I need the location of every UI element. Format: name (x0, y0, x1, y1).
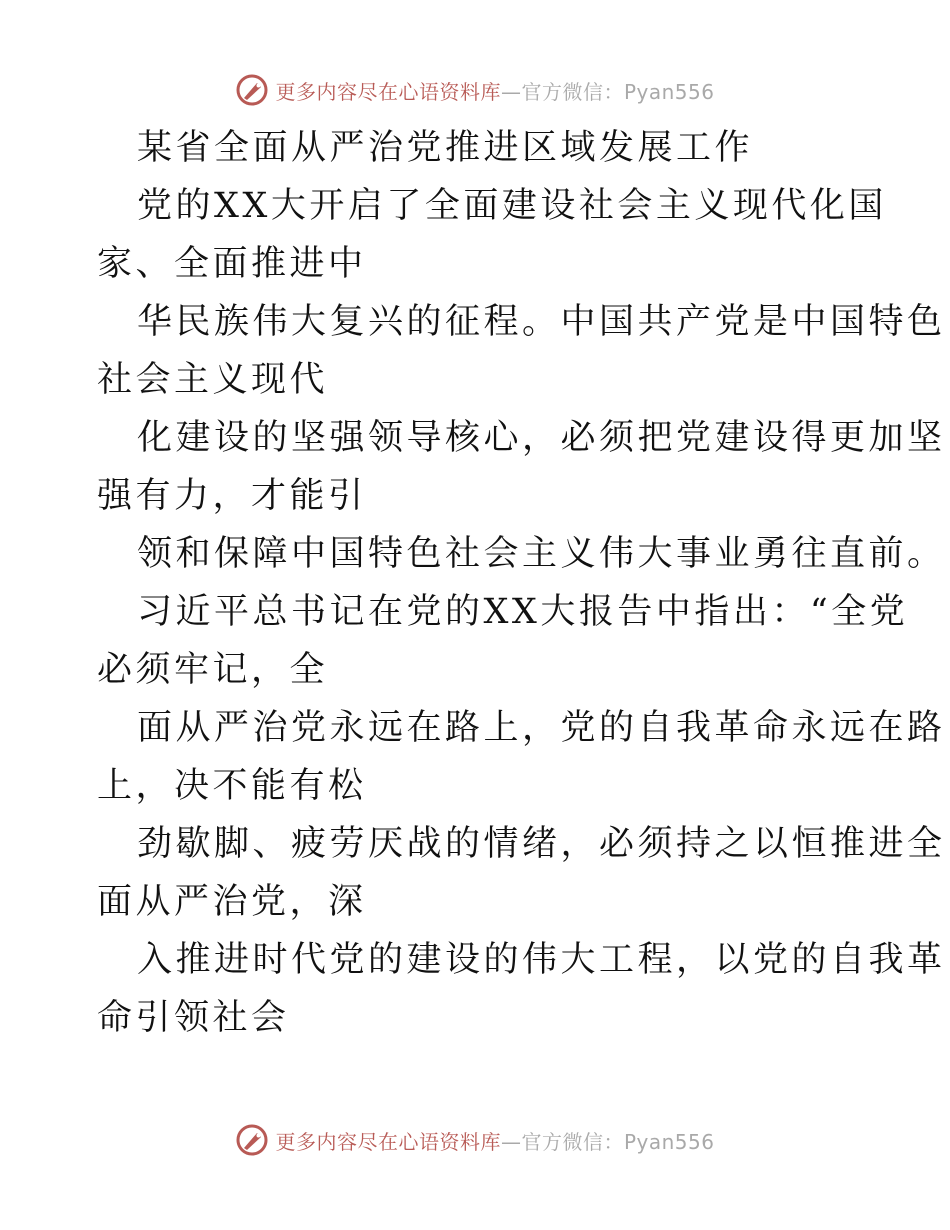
paragraph-line: 面从严治党，深 (97, 882, 367, 922)
footer-watermark (0, 1120, 950, 1160)
paragraph-line: 化建设的坚强领导核心，必须把党建设得更加坚 (137, 418, 946, 458)
paragraph-line: 社会主义现代 (97, 360, 329, 400)
paragraph-line: 命引领社会 (97, 998, 290, 1038)
paragraph-line: 入推进时代党的建设的伟大工程，以党的自我革 (137, 940, 946, 980)
paragraph-line: 华民族伟大复兴的征程。中国共产党是中国特色 (137, 302, 946, 342)
watermark-label: 更多内容尽在心语资料库—官方微信：Pyan556 (275, 1129, 715, 1154)
paragraph-line: 家、全面推进中 (97, 244, 367, 284)
document-title: 某省全面从严治党推进区域发展工作 (137, 128, 754, 168)
watermark-label: 更多内容尽在心语资料库—官方微信：Pyan556 (275, 79, 715, 104)
pen-nib-logo-icon (235, 1123, 269, 1157)
paragraph-line: 习近平总书记在党的XX大报告中指出：“全党 (137, 592, 909, 632)
paragraph-line: 必须牢记，全 (97, 650, 329, 690)
paragraph-line: 党的XX大开启了全面建设社会主义现代化国 (137, 186, 887, 226)
paragraph-line: 上，决不能有松 (97, 766, 367, 806)
paragraph-line: 劲歇脚、疲劳厌战的情绪，必须持之以恒推进全 (137, 824, 946, 864)
paragraph-line: 面从严治党永远在路上，党的自我革命永远在路 (137, 708, 946, 748)
paragraph-line: 领和保障中国特色社会主义伟大事业勇往直前。 (137, 534, 946, 574)
paragraph-line: 强有力，才能引 (97, 476, 367, 516)
